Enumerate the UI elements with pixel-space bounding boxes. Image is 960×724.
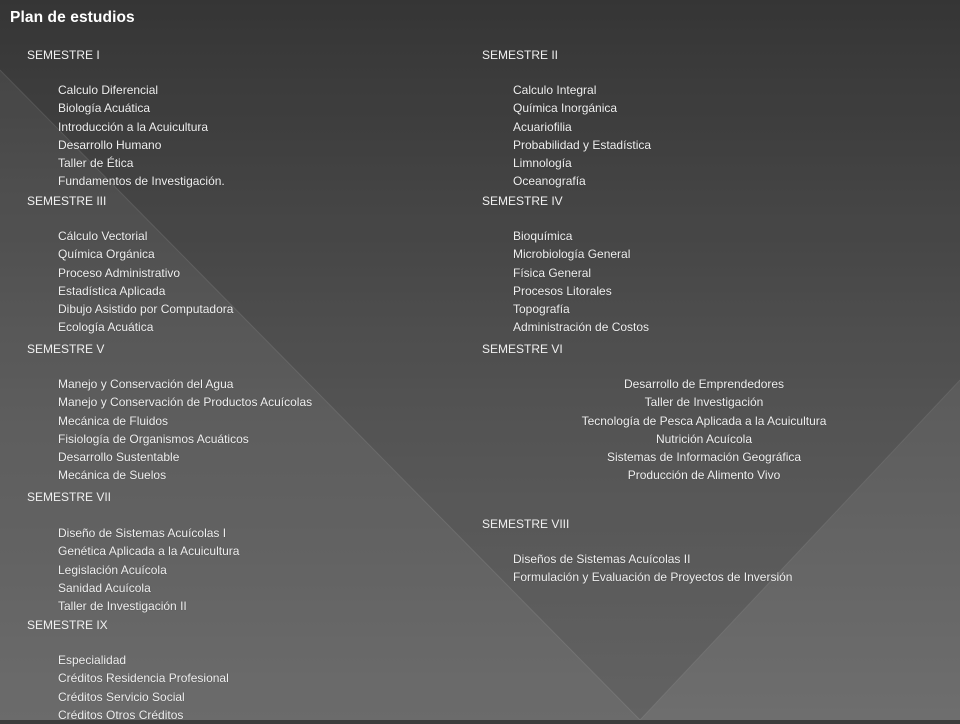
course-item: Topografía	[513, 302, 570, 317]
course-list	[27, 651, 229, 724]
course-item: Bioquímica	[513, 229, 573, 243]
course-item: Calculo Diferencial	[58, 83, 159, 97]
course-item: Formulación y Evaluación de Proyectos de Inversión	[513, 570, 793, 585]
course-list	[482, 81, 651, 191]
course-list	[27, 524, 239, 615]
semester-title: SEMESTRE VIII	[482, 517, 570, 531]
course-list	[27, 375, 312, 485]
course-item: Legislación Acuícola	[58, 562, 167, 577]
course-item: Desarrollo Sustentable	[58, 450, 180, 465]
course-item: Desarrollo Humano	[58, 137, 162, 152]
semester-4	[482, 194, 649, 337]
course-item: Procesos Litorales	[513, 283, 612, 298]
semester-title: SEMESTRE II	[482, 48, 559, 62]
course-item: Microbiología General	[513, 247, 631, 262]
course-item: Proceso Administrativo	[58, 265, 181, 280]
course-item: Introducción a la Acuicultura	[58, 119, 209, 134]
semester-1	[27, 48, 225, 191]
semester-title: SEMESTRE IX	[27, 618, 108, 632]
course-item: Diseño de Sistemas Acuícolas I	[58, 526, 227, 540]
course-item: Probabilidad y Estadística	[513, 137, 652, 152]
course-item: Cálculo Vectorial	[58, 229, 148, 243]
course-item: Taller de Investigación II	[58, 599, 187, 614]
course-item: Manejo y Conservación de Productos Acuícolas	[58, 395, 313, 410]
course-item: Especialidad	[58, 653, 127, 667]
course-item: Fundamentos de Investigación.	[58, 174, 225, 189]
course-item: Ecología Acuática	[58, 320, 154, 335]
course-list	[27, 227, 233, 337]
course-item: Mecánica de Suelos	[58, 468, 167, 483]
course-item: Créditos Servicio Social	[58, 689, 185, 704]
semester-3	[27, 194, 233, 337]
semester-title: SEMESTRE VI	[482, 342, 563, 356]
semester-title: SEMESTRE VII	[27, 490, 112, 504]
course-item: Desarrollo de Emprendedores	[623, 377, 785, 391]
course-item: Química Inorgánica	[513, 101, 618, 116]
semester-title: SEMESTRE IV	[482, 194, 563, 208]
course-item: Fisiología de Organismos Acuáticos	[58, 431, 249, 446]
course-item: Estadística Aplicada	[58, 283, 166, 298]
course-item: Acuariofilia	[513, 119, 572, 134]
course-item: Limnología	[513, 156, 572, 171]
semester-title: SEMESTRE I	[27, 48, 100, 62]
semester-title: SEMESTRE III	[27, 194, 107, 208]
course-item: Diseños de Sistemas Acuícolas II	[513, 552, 691, 566]
course-item: Manejo y Conservación del Agua	[58, 377, 234, 391]
semester-7	[27, 490, 239, 615]
course-list	[482, 550, 792, 587]
course-item: Taller de Ética	[58, 156, 134, 171]
course-item: Nutrición Acuícola	[655, 431, 753, 446]
course-item: Genética Aplicada a la Acuicultura	[58, 544, 240, 559]
semester-title: SEMESTRE V	[27, 342, 105, 356]
semester-2	[482, 48, 651, 191]
course-item: Oceanografía	[513, 174, 586, 189]
course-item: Mecánica de Fluidos	[58, 413, 169, 428]
course-item: Sistemas de Información Geográfica	[606, 450, 802, 465]
course-list	[479, 375, 929, 485]
course-item: Sanidad Acuícola	[58, 580, 151, 595]
course-item: Calculo Integral	[513, 83, 597, 97]
course-item: Créditos Residencia Profesional	[58, 671, 229, 686]
semester-5	[27, 342, 312, 485]
course-item: Física General	[513, 265, 592, 280]
course-item: Administración de Costos	[513, 320, 650, 335]
semester-8	[482, 517, 792, 587]
course-list	[482, 227, 649, 337]
page-title: Plan de estudios	[10, 9, 135, 26]
semester-6	[482, 342, 932, 485]
course-item: Taller de Investigación	[644, 395, 764, 410]
course-list	[27, 81, 225, 191]
course-item: Tecnología de Pesca Aplicada a la Acuicultura	[581, 413, 827, 428]
course-item: Biología Acuática	[58, 101, 151, 116]
course-item: Química Orgánica	[58, 247, 155, 262]
course-item: Créditos Otros Créditos	[58, 707, 184, 722]
course-item: Dibujo Asistido por Computadora	[58, 302, 234, 317]
semester-9	[27, 618, 229, 724]
course-item: Producción de Alimento Vivo	[627, 468, 781, 483]
